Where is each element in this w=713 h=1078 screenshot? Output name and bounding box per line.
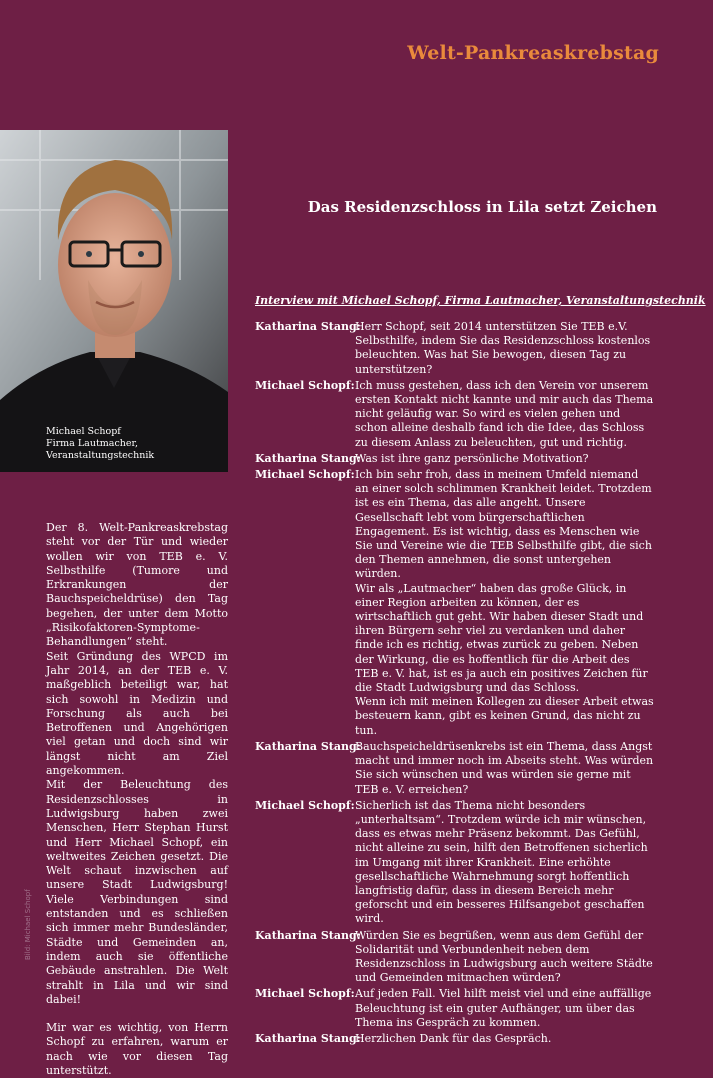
speaker-name: Katharina Stang: [255,320,361,333]
article-subtitle: Das Residenzschloss in Lila setzt Zeichen [307,198,657,216]
interview-entry [255,929,655,986]
intro-paragraph: Der 8. Welt-Pankreaskrebstag steht vor der Tür und wieder wollen wir von TEB e. V. Selbsthilfe (Tumore und Erkrankungen der Bauchspeicheldrüse) den Tag begehen, der unter dem Motto „Risikofaktoren-Symptome-Behandlungen“ steht. [46,521,228,649]
interview-text: Ich bin sehr froh, dass in meinem Umfeld niemand an einer solch schlimmen Krankheit leidet. Trotzdem ist es ein Thema, das alle angeht. Unsere Gesellschaft lebt vom bürgerschaftlichen Engagement. Es ist wichtig, dass es Menschen wie Sie und Vereine wie die TEB Selbsthilfe gibt, die sich den Themen annehmen, die sonst untergehen würden. [355,468,652,581]
interview-text: Würden Sie es begrüßen, wenn aus dem Gefühl der Solidarität und Verbundenheit neben dem Residenzschloss in Ludwigsburg auch weitere Städte und Gemeinden mitmachen würden? [355,928,653,985]
interview-text: Herr Schopf, seit 2014 unterstützen Sie TEB e.V. Selbsthilfe, indem Sie das Residenzschloss kostenlos beleuchten. Was hat Sie bewogen, diesen Tag zu unterstützen? [355,320,651,376]
caption-line: Firma Lautmacher, [46,438,139,449]
interview-entry [255,987,655,1030]
interview-entry [255,379,655,450]
intro-paragraph: Mir war es wichtig, von Herrn Schopf zu erfahren, warum er nach wie vor diesen Tag unterstützt. [46,1021,228,1077]
speaker-name: Katharina Stang: [255,1031,361,1045]
interview-text: Auf jeden Fall. Viel hilft meist viel und eine auffällige Beleuchtung ist ein guter Aufhänger, um über das Thema ins Gespräch zu kommen. [355,987,652,1029]
speaker-name: Michael Schopf: [255,798,355,812]
interview-entry [255,468,655,738]
interview-entry [255,740,655,797]
page-title: Welt-Pankreaskrebstag [407,42,659,64]
speaker-name: Katharina Stang: [255,451,361,465]
speaker-name: Michael Schopf: [255,378,355,392]
intro-column [46,521,228,1078]
speaker-name: Katharina Stang: [255,928,361,942]
interview-text: Ich muss gestehen, dass ich den Verein vor unserem ersten Kontakt nicht kannte und mir auch das Thema nicht geläufig war. So wird es vielen gehen und schon alleine deshalb fand ich die Idee, das Schloss zu diesem Anlass zu beleuchten, gut und richtig. [355,378,654,449]
speaker-name: Michael Schopf: [255,987,355,1001]
interview-text: Sicherlich ist das Thema nicht besonders „unterhaltsam“. Trotzdem würde ich mir wünschen, dass es etwas mehr Präsenz bekommt. Das Gefühl, nicht alleine zu sein, hilft den Betroffenen sicherlich im Umgang mit ihrer Krankheit. Eine erhöhte gesellschaftliche Wahrnehmung sorgt hoffentlich langfristig dafür, dass in diesem Bereich mehr geforscht und ein besseres Hilfsangebot geschaffen wird. [355,798,648,926]
interview-entry [255,320,655,377]
interview-heading: Interview mit Michael Schopf, Firma Lautmacher, Veranstaltungstechnik [255,294,706,307]
interview-text: Wir als „Lautmacher“ haben das große Glück, in einer Region arbeiten zu können, der es wirtschaftlich gut geht. Wir haben dieser Stadt und ihren Bürgern sehr viel zu verdanken und daher finde ich es richtig, etwas zurück zu geben. Neben der Wirkung, die es hoffentlich für die Arbeit des TEB e. V. hat, ist es ja auch ein positives Zeichen für die Stadt Ludwigsburg und das Schloss. [355,581,648,695]
intro-paragraph: Seit Gründung des WPCD im Jahr 2014, an der TEB e. V. maßgeblich beteiligt war, hat sich sowohl in Medizin und Forschung als auch bei Betroffenen und Angehörigen viel getan und doch sind wir längst nicht am Ziel angekommen. [46,649,228,778]
interview-entry [255,1032,655,1046]
photo-credit: Bild: Michael Schopf [24,889,32,960]
interview-text: Wenn ich mit meinen Kollegen zu dieser Arbeit etwas besteuern kann, gibt es keinen Grund, das nicht zu tun. [355,695,654,737]
interview-text: Was ist ihre ganz persönliche Motivation? [355,451,589,465]
interview-text: Herzlichen Dank für das Gespräch. [355,1031,552,1045]
photo-caption [46,426,154,462]
caption-line: Michael Schopf [46,426,121,437]
speaker-name: Michael Schopf: [255,468,355,482]
speaker-name: Katharina Stang: [255,739,361,753]
interview-entry [255,799,655,927]
interview-text: Bauchspeicheldrüsenkrebs ist ein Thema, dass Angst macht und immer noch im Abseits steht. Was würden Sie sich wünschen und was würden sie gerne mit TEB e. V. erreichen? [355,739,654,796]
caption-line: Veranstaltungstechnik [46,450,155,461]
interview-entry [255,452,655,466]
portrait-image [0,130,228,472]
intro-paragraph: Mit der Beleuchtung des Residenzschlosses in Ludwigsburg haben zwei Menschen, Herr Stephan Hurst und Herr Michael Schopf, ein weltweites Zeichen gesetzt. Die Welt schaut inzwischen auf unsere Stadt Ludwigsburg! Viele Verbindungen sind entstanden und es schließen sich immer mehr Bundesländer, Städte und Gemeinden an, indem auch sie öffentliche Gebäude anstrahlen. Die Welt strahlt in Lila und wir sind dabei! [46,778,228,1006]
portrait-photo [0,130,228,472]
interview-body [255,320,655,1048]
